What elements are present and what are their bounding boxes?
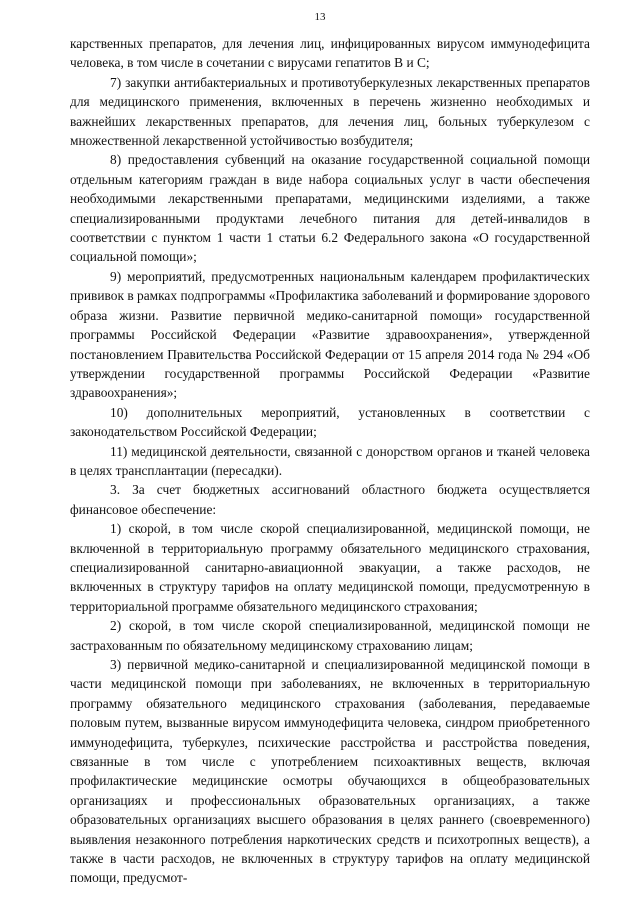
paragraph-item-11: 11) медицинской деятельности, связанной с донорством органов и тканей человека в целях трансплантации (пересадки). [70,443,590,478]
paragraph-item-8: 8) предоставления субвенций на оказание государственной социальной помощи отдельным категориям граждан в виде набора социальных услуг в части обеспечения необходимыми лекарственными препаратами, медицинскими изделиями, а также специализированными продуктами лечебного питания для детей-инвалидов в соответствии с пунктом 1 части 1 статьи 6.2 Федерального закона «О государственной социальной помощи»; [70,152,590,265]
paragraph-subitem-1: 1) скорой, в том числе скорой специализированной, медицинской помощи, не включенной в территориальную программу обязательного медицинского страхования, специализированной санитарно-авиационной эвакуации, а также расходов, не включенных в структуру тарифов на оплату медицинской помощи, предусмотренную в территориальной программе обязательного медицинского страхования; [70,521,590,614]
paragraph-continuation: карственных препаратов, для лечения лиц, инфицированных вирусом иммунодефицита человека, в том числе в сочетании с вирусами гепатитов В и С; [70,36,590,71]
paragraph-item-7: 7) закупки антибактериальных и противотуберкулезных лекарственных препаратов для медицинского применения, включенных в перечень жизненно необходимых и важнейших лекарственных препаратов, для лечения лиц, больных туберкулезом с множественной лекарственной устойчивостью возбудителя; [70,74,590,149]
paragraph-item-10: 10) дополнительных мероприятий, установленных в соответствии с законодательством Российской Федерации; [70,404,590,440]
paragraph-subitem-3: 3) первичной медико-санитарной и специализированной медицинской помощи в части медицинской помощи при заболеваниях, не включенных в территориальную программу обязательного медицинского страхования (заболевания, передаваемые половым путем, вызванные вирусом иммунодефицита человека, синдром приобретенного иммунодефицита, туберкулез, психические расстройства и расстройства поведения, связанные в том числе с употреблением психоактивных веществ, включая профилактические медицинские осмотры обучающихся в общеобразовательных организациях и профессиональных образовательных организациях, а также образовательных организациях высшего образования в целях раннего (своевременного) выявления незаконного потребления наркотических средств и психотропных веществ), а также в части расходов, не включенных в структуру тарифов на оплату медицинской помощи, предусмот- [70,657,590,886]
paragraph-subitem-2: 2) скорой, в том числе скорой специализированной, медицинской помощи не застрахованным по обязательному медицинскому страхованию лицам; [70,618,590,653]
page-number: 13 [314,11,326,23]
paragraph-item-9: 9) мероприятий, предусмотренных национальным календарем профилактических прививок в рамках подпрограммы «Профилактика заболеваний и формирование здорового образа жизни. Развитие первичной медико-санитарной помощи» государственной программы Российской Федерации «Развитие здравоохранения», утвержденной постановлением Правительства Российской Федерации от 15 апреля 2014 года № 294 «Об утверждении государственной программы Российской Федерации «Развитие здравоохранения»; [70,268,590,401]
paragraph-section-3: 3. За счет бюджетных ассигнований областного бюджета осуществляется финансовое обеспечение: [70,482,590,517]
document-body [70,34,590,888]
